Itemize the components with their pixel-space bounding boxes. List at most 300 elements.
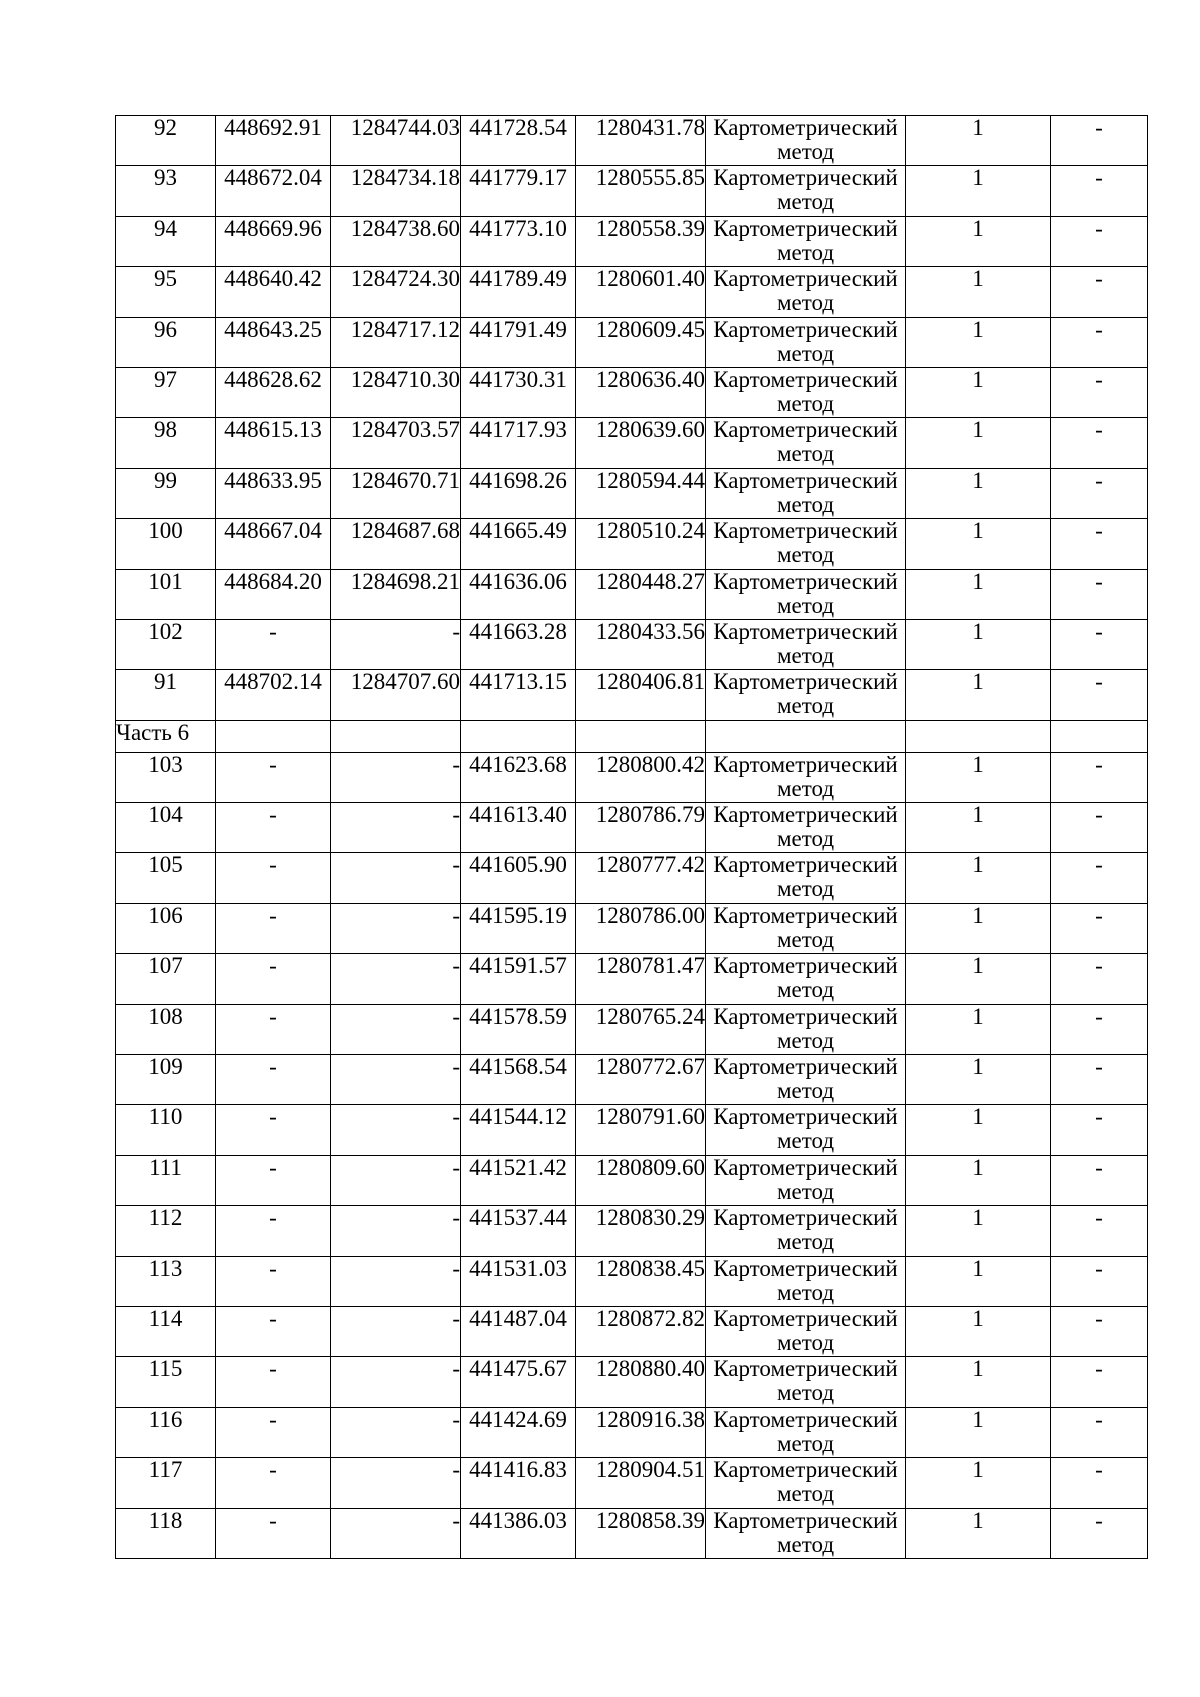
table-row (116, 267, 1148, 317)
method-line-1: Картометрический (713, 216, 898, 241)
point-number-cell: 106 (116, 903, 216, 953)
old-x-cell: 448692.91 (216, 116, 331, 166)
empty-cell (216, 720, 331, 752)
accuracy-cell: 1 (906, 418, 1051, 468)
table-row (116, 1458, 1148, 1508)
old-x-cell: 448702.14 (216, 670, 331, 720)
new-x-cell: 441730.31 (461, 367, 576, 417)
point-number-cell: 92 (116, 116, 216, 166)
description-cell: - (1051, 1105, 1148, 1155)
old-y-cell: - (331, 1357, 461, 1407)
old-x-cell: 448628.62 (216, 367, 331, 417)
old-x-cell: 448633.95 (216, 468, 331, 518)
old-y-cell: 1284744.03 (331, 116, 461, 166)
method-line-1: Картометрический (713, 903, 898, 928)
old-y-cell: - (331, 1055, 461, 1105)
table-row (116, 569, 1148, 619)
point-number-cell: 104 (116, 803, 216, 853)
empty-cell (1051, 720, 1148, 752)
point-number-cell: 101 (116, 569, 216, 619)
table-row (116, 367, 1148, 417)
table-row (116, 954, 1148, 1004)
method-line-2: метод (776, 693, 835, 719)
method-line-1: Картометрический (713, 1155, 898, 1180)
new-y-cell: 1280431.78 (576, 116, 706, 166)
old-x-cell: - (216, 954, 331, 1004)
old-y-cell: 1284710.30 (331, 367, 461, 417)
old-y-cell: 1284717.12 (331, 317, 461, 367)
method-cell (706, 619, 906, 669)
method-line-1: Картометрический (713, 852, 898, 878)
old-x-cell: - (216, 1508, 331, 1558)
old-y-cell: 1284724.30 (331, 267, 461, 317)
new-y-cell: 1280601.40 (576, 267, 706, 317)
accuracy-cell: 1 (906, 367, 1051, 417)
new-y-cell: 1280916.38 (576, 1407, 706, 1457)
method-line-1: Картометрический (713, 669, 898, 695)
section-row (116, 720, 1148, 752)
old-x-cell: - (216, 1105, 331, 1155)
description-cell: - (1051, 166, 1148, 216)
new-x-cell: 441663.28 (461, 619, 576, 669)
old-x-cell: 448669.96 (216, 216, 331, 266)
description-cell: - (1051, 367, 1148, 417)
description-cell: - (1051, 267, 1148, 317)
old-x-cell: - (216, 853, 331, 903)
new-x-cell: 441386.03 (461, 1508, 576, 1558)
new-y-cell: 1280880.40 (576, 1357, 706, 1407)
method-cell (706, 752, 906, 802)
point-number-cell: 102 (116, 619, 216, 669)
table-row (116, 519, 1148, 569)
method-line-2: метод (776, 1128, 835, 1154)
method-cell (706, 1508, 906, 1558)
point-number-cell: 118 (116, 1508, 216, 1558)
method-cell (706, 418, 906, 468)
table-body-part-6 (116, 752, 1148, 1558)
accuracy-cell: 1 (906, 569, 1051, 619)
new-y-cell: 1280594.44 (576, 468, 706, 518)
point-number-cell: 117 (116, 1458, 216, 1508)
coordinates-table (115, 115, 1148, 1559)
accuracy-cell: 1 (906, 903, 1051, 953)
new-x-cell: 441789.49 (461, 267, 576, 317)
method-line-1: Картометрический (713, 752, 898, 777)
method-line-2: метод (776, 491, 835, 517)
description-cell: - (1051, 418, 1148, 468)
new-x-cell: 441728.54 (461, 116, 576, 166)
new-x-cell: 441416.83 (461, 1458, 576, 1508)
old-y-cell: - (331, 803, 461, 853)
accuracy-cell: 1 (906, 1508, 1051, 1558)
method-line-1: Картометрический (713, 367, 898, 392)
new-x-cell: 441595.19 (461, 903, 576, 953)
point-number-cell: 113 (116, 1256, 216, 1306)
description-cell: - (1051, 569, 1148, 619)
new-x-cell: 441531.03 (461, 1256, 576, 1306)
new-y-cell: 1280809.60 (576, 1155, 706, 1205)
table-row (116, 468, 1148, 518)
method-line-2: метод (776, 1229, 835, 1255)
description-cell: - (1051, 1155, 1148, 1205)
method-line-2: метод (776, 826, 835, 852)
old-y-cell: 1284698.21 (331, 569, 461, 619)
point-number-cell: 107 (116, 954, 216, 1004)
description-cell: - (1051, 1004, 1148, 1054)
accuracy-cell: 1 (906, 1004, 1051, 1054)
new-x-cell: 441578.59 (461, 1004, 576, 1054)
method-line-2: метод (776, 441, 835, 467)
empty-cell (706, 720, 906, 752)
method-line-1: Картометрический (713, 1205, 898, 1231)
new-x-cell: 441623.68 (461, 752, 576, 802)
method-line-2: метод (776, 1430, 835, 1456)
accuracy-cell: 1 (906, 1306, 1051, 1356)
new-x-cell: 441665.49 (461, 519, 576, 569)
new-y-cell: 1280772.67 (576, 1055, 706, 1105)
table-row (116, 670, 1148, 720)
accuracy-cell: 1 (906, 1458, 1051, 1508)
method-line-2: метод (776, 1481, 835, 1507)
method-line-1: Картометрический (713, 115, 898, 140)
method-line-2: метод (776, 189, 835, 215)
method-cell (706, 1458, 906, 1508)
new-y-cell: 1280639.60 (576, 418, 706, 468)
new-y-cell: 1280510.24 (576, 519, 706, 569)
table-body-part-5 (116, 116, 1148, 721)
new-x-cell: 441773.10 (461, 216, 576, 266)
new-x-cell: 441591.57 (461, 954, 576, 1004)
description-cell: - (1051, 752, 1148, 802)
old-y-cell: - (331, 1206, 461, 1256)
old-x-cell: 448667.04 (216, 519, 331, 569)
table-row (116, 619, 1148, 669)
empty-cell (331, 720, 461, 752)
point-number-cell: 91 (116, 670, 216, 720)
old-x-cell: - (216, 1206, 331, 1256)
method-cell (706, 1206, 906, 1256)
old-y-cell: 1284738.60 (331, 216, 461, 266)
method-cell (706, 166, 906, 216)
method-line-1: Картометрический (713, 1054, 898, 1080)
old-x-cell: - (216, 1004, 331, 1054)
point-number-cell: 98 (116, 418, 216, 468)
method-cell (706, 954, 906, 1004)
accuracy-cell: 1 (906, 317, 1051, 367)
old-y-cell: 1284670.71 (331, 468, 461, 518)
new-x-cell: 441475.67 (461, 1357, 576, 1407)
description-cell: - (1051, 1357, 1148, 1407)
method-line-1: Картометрический (713, 468, 898, 493)
new-x-cell: 441568.54 (461, 1055, 576, 1105)
method-line-1: Картометрический (713, 1256, 898, 1281)
new-y-cell: 1280786.79 (576, 803, 706, 853)
description-cell: - (1051, 619, 1148, 669)
description-cell: - (1051, 1055, 1148, 1105)
new-x-cell: 441717.93 (461, 418, 576, 468)
accuracy-cell: 1 (906, 1155, 1051, 1205)
table-row (116, 903, 1148, 953)
old-y-cell: - (331, 1155, 461, 1205)
description-cell: - (1051, 853, 1148, 903)
method-line-2: метод (776, 977, 835, 1003)
method-line-2: метод (776, 1279, 835, 1305)
method-line-2: метод (776, 926, 835, 952)
accuracy-cell: 1 (906, 752, 1051, 802)
empty-cell (576, 720, 706, 752)
method-cell (706, 1155, 906, 1205)
new-y-cell: 1280406.81 (576, 670, 706, 720)
description-cell: - (1051, 670, 1148, 720)
accuracy-cell: 1 (906, 1105, 1051, 1155)
new-x-cell: 441636.06 (461, 569, 576, 619)
description-cell: - (1051, 954, 1148, 1004)
old-y-cell: 1284707.60 (331, 670, 461, 720)
old-y-cell: - (331, 1004, 461, 1054)
table-row (116, 1155, 1148, 1205)
description-cell: - (1051, 1306, 1148, 1356)
description-cell: - (1051, 1407, 1148, 1457)
point-number-cell: 115 (116, 1357, 216, 1407)
new-x-cell: 441779.17 (461, 166, 576, 216)
table-row (116, 1357, 1148, 1407)
method-cell (706, 1055, 906, 1105)
old-x-cell: - (216, 1357, 331, 1407)
table-row (116, 1508, 1148, 1558)
table-row (116, 116, 1148, 166)
old-y-cell: - (331, 853, 461, 903)
method-line-2: метод (776, 239, 835, 265)
new-x-cell: 441713.15 (461, 670, 576, 720)
method-line-2: метод (776, 340, 835, 366)
method-line-2: метод (776, 642, 835, 668)
point-number-cell: 108 (116, 1004, 216, 1054)
point-number-cell: 112 (116, 1206, 216, 1256)
description-cell: - (1051, 317, 1148, 367)
method-cell (706, 317, 906, 367)
method-line-1: Картометрический (713, 1407, 898, 1432)
old-y-cell: 1284703.57 (331, 418, 461, 468)
table-row (116, 1256, 1148, 1306)
table-row (116, 1407, 1148, 1457)
new-y-cell: 1280777.42 (576, 853, 706, 903)
method-line-2: метод (776, 1329, 835, 1355)
method-line-2: метод (776, 139, 835, 164)
accuracy-cell: 1 (906, 670, 1051, 720)
description-cell: - (1051, 803, 1148, 853)
old-x-cell: 448615.13 (216, 418, 331, 468)
accuracy-cell: 1 (906, 1055, 1051, 1105)
description-cell: - (1051, 216, 1148, 266)
method-line-1: Картометрический (713, 165, 898, 191)
point-number-cell: 111 (116, 1155, 216, 1205)
method-cell (706, 267, 906, 317)
accuracy-cell: 1 (906, 1407, 1051, 1457)
accuracy-cell: 1 (906, 1256, 1051, 1306)
old-y-cell: - (331, 619, 461, 669)
method-line-1: Картометрический (713, 1356, 898, 1382)
description-cell: - (1051, 519, 1148, 569)
method-line-1: Картометрический (713, 619, 898, 644)
old-y-cell: - (331, 903, 461, 953)
accuracy-cell: 1 (906, 267, 1051, 317)
method-cell (706, 1357, 906, 1407)
accuracy-cell: 1 (906, 216, 1051, 266)
table-row (116, 803, 1148, 853)
old-x-cell: - (216, 903, 331, 953)
table-row (116, 166, 1148, 216)
new-y-cell: 1280765.24 (576, 1004, 706, 1054)
method-line-1: Картометрический (713, 1306, 898, 1331)
old-x-cell: 448684.20 (216, 569, 331, 619)
section-header-part-6 (116, 720, 1148, 752)
table-row (116, 1055, 1148, 1105)
old-x-cell: 448640.42 (216, 267, 331, 317)
new-y-cell: 1280830.29 (576, 1206, 706, 1256)
method-cell (706, 468, 906, 518)
point-number-cell: 100 (116, 519, 216, 569)
new-x-cell: 441698.26 (461, 468, 576, 518)
new-x-cell: 441613.40 (461, 803, 576, 853)
new-y-cell: 1280838.45 (576, 1256, 706, 1306)
description-cell: - (1051, 1256, 1148, 1306)
accuracy-cell: 1 (906, 166, 1051, 216)
new-y-cell: 1280904.51 (576, 1458, 706, 1508)
method-line-1: Картометрический (713, 953, 898, 979)
description-cell: - (1051, 1508, 1148, 1558)
accuracy-cell: 1 (906, 1206, 1051, 1256)
method-cell (706, 519, 906, 569)
method-line-2: метод (776, 1078, 835, 1104)
old-y-cell: - (331, 1508, 461, 1558)
new-x-cell: 441424.69 (461, 1407, 576, 1457)
old-x-cell: - (216, 1256, 331, 1306)
point-number-cell: 94 (116, 216, 216, 266)
old-x-cell: - (216, 1407, 331, 1457)
old-x-cell: 448643.25 (216, 317, 331, 367)
method-line-1: Картометрический (713, 518, 898, 544)
new-x-cell: 441537.44 (461, 1206, 576, 1256)
table-row (116, 1206, 1148, 1256)
table-row (116, 216, 1148, 266)
method-cell (706, 803, 906, 853)
method-line-1: Картометрический (713, 1508, 898, 1533)
method-cell (706, 853, 906, 903)
table-row (116, 1306, 1148, 1356)
point-number-cell: 105 (116, 853, 216, 903)
accuracy-cell: 1 (906, 619, 1051, 669)
point-number-cell: 93 (116, 166, 216, 216)
point-number-cell: 110 (116, 1105, 216, 1155)
method-cell (706, 569, 906, 619)
method-cell (706, 116, 906, 166)
method-line-2: метод (776, 542, 835, 568)
old-x-cell: - (216, 1306, 331, 1356)
table-row (116, 1105, 1148, 1155)
new-y-cell: 1280636.40 (576, 367, 706, 417)
old-y-cell: 1284687.68 (331, 519, 461, 569)
method-line-1: Картометрический (713, 317, 898, 342)
old-x-cell: - (216, 752, 331, 802)
table-row (116, 752, 1148, 802)
new-y-cell: 1280433.56 (576, 619, 706, 669)
new-y-cell: 1280448.27 (576, 569, 706, 619)
method-line-2: метод (776, 290, 835, 316)
point-number-cell: 97 (116, 367, 216, 417)
old-y-cell: - (331, 752, 461, 802)
new-y-cell: 1280858.39 (576, 1508, 706, 1558)
table-row (116, 1004, 1148, 1054)
method-line-1: Картометрический (713, 569, 898, 594)
old-y-cell: - (331, 1306, 461, 1356)
empty-cell (461, 720, 576, 752)
table-row (116, 853, 1148, 903)
new-y-cell: 1280558.39 (576, 216, 706, 266)
new-y-cell: 1280872.82 (576, 1306, 706, 1356)
old-x-cell: - (216, 1155, 331, 1205)
point-number-cell: 95 (116, 267, 216, 317)
method-cell (706, 1256, 906, 1306)
method-line-1: Картометрический (713, 417, 898, 443)
table-row (116, 317, 1148, 367)
old-y-cell: - (331, 1458, 461, 1508)
accuracy-cell: 1 (906, 803, 1051, 853)
accuracy-cell: 1 (906, 519, 1051, 569)
old-x-cell: - (216, 803, 331, 853)
method-cell (706, 1105, 906, 1155)
method-cell (706, 670, 906, 720)
old-y-cell: - (331, 1256, 461, 1306)
method-line-1: Картометрический (713, 1457, 898, 1483)
table-row (116, 418, 1148, 468)
method-line-2: метод (776, 775, 835, 801)
point-number-cell: 99 (116, 468, 216, 518)
point-number-cell: 103 (116, 752, 216, 802)
description-cell: - (1051, 468, 1148, 518)
new-y-cell: 1280791.60 (576, 1105, 706, 1155)
method-line-2: метод (776, 1531, 835, 1557)
new-x-cell: 441791.49 (461, 317, 576, 367)
method-line-2: метод (776, 1380, 835, 1406)
new-y-cell: 1280781.47 (576, 954, 706, 1004)
new-x-cell: 441544.12 (461, 1105, 576, 1155)
method-line-2: метод (776, 1027, 835, 1053)
section-label: Часть 6 (116, 720, 216, 752)
point-number-cell: 116 (116, 1407, 216, 1457)
old-x-cell: 448672.04 (216, 166, 331, 216)
method-line-1: Картометрический (713, 266, 898, 292)
new-x-cell: 441605.90 (461, 853, 576, 903)
description-cell: - (1051, 1458, 1148, 1508)
method-line-2: метод (776, 1178, 835, 1204)
point-number-cell: 109 (116, 1055, 216, 1105)
new-x-cell: 441521.42 (461, 1155, 576, 1205)
old-x-cell: - (216, 1458, 331, 1508)
point-number-cell: 114 (116, 1306, 216, 1356)
method-cell (706, 1407, 906, 1457)
empty-cell (906, 720, 1051, 752)
old-y-cell: - (331, 1105, 461, 1155)
accuracy-cell: 1 (906, 116, 1051, 166)
method-cell (706, 1306, 906, 1356)
new-x-cell: 441487.04 (461, 1306, 576, 1356)
accuracy-cell: 1 (906, 954, 1051, 1004)
accuracy-cell: 1 (906, 468, 1051, 518)
accuracy-cell: 1 (906, 1357, 1051, 1407)
method-cell (706, 216, 906, 266)
method-line-2: метод (776, 592, 835, 618)
method-cell (706, 367, 906, 417)
